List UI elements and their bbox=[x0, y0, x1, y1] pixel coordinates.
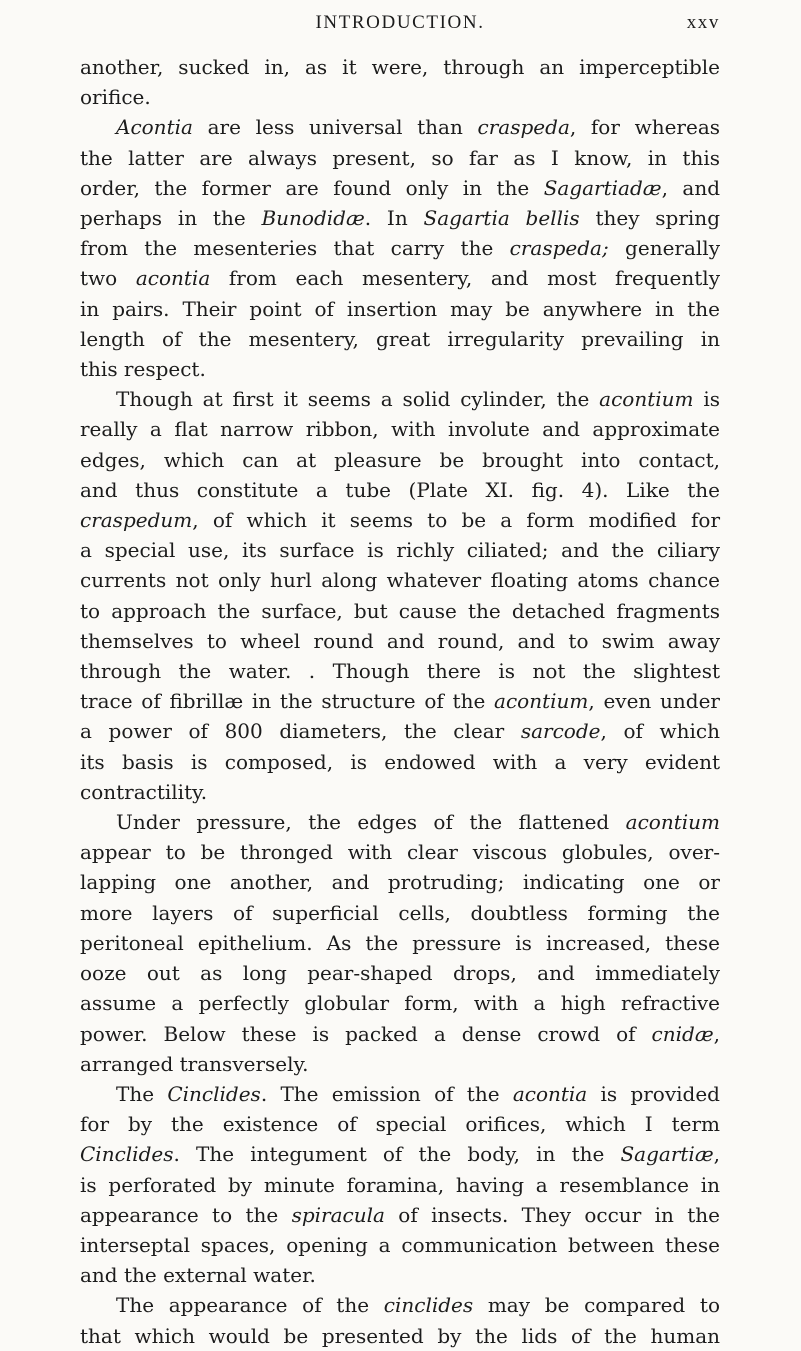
text-line bbox=[80, 837, 720, 867]
text-run: perhaps in the bbox=[80, 206, 262, 231]
text-run: edges, which can at pleasure be brought into contact, bbox=[80, 447, 720, 472]
text-run: more layers of superficial cells, doubtless forming the bbox=[80, 900, 720, 925]
italic-term: acontia bbox=[512, 1081, 588, 1106]
text-run: through the water. . Though there is not the slightest bbox=[80, 659, 720, 684]
text-line bbox=[80, 867, 720, 897]
text-run: , of which it seems to be a form modified for bbox=[192, 508, 720, 533]
text-line bbox=[80, 1139, 720, 1169]
text-line bbox=[80, 112, 720, 142]
text-line bbox=[80, 686, 720, 716]
text-run: and the external water. bbox=[80, 1263, 316, 1288]
text-run: length of the mesentery, great irregularity prevailing in bbox=[80, 326, 720, 351]
text-run: arranged transversely. bbox=[80, 1051, 309, 1076]
page-number: xxv bbox=[686, 12, 720, 33]
text-line bbox=[80, 988, 720, 1018]
italic-term: Sagartiadæ bbox=[543, 175, 662, 200]
italic-term: craspedum bbox=[80, 508, 193, 533]
text-line bbox=[80, 1260, 720, 1290]
text-line bbox=[80, 1049, 720, 1079]
text-line bbox=[80, 898, 720, 928]
text-run: peritoneal epithelium. As the pressure is increased, these bbox=[80, 930, 720, 955]
text-line bbox=[80, 143, 720, 173]
text-run: a special use, its surface is richly ciliated; and the ciliary bbox=[80, 538, 720, 563]
text-run: is perforated by minute foramina, having a resemblance in bbox=[80, 1172, 720, 1197]
text-run: this respect. bbox=[80, 357, 206, 382]
text-run: lapping one another, and protruding; indicating one or bbox=[80, 870, 720, 895]
text-run: a power of 800 diameters, the clear bbox=[80, 719, 521, 744]
italic-term: Sagartiæ bbox=[620, 1142, 714, 1167]
text-line bbox=[80, 475, 720, 505]
text-run: from each mesentery, and most frequently bbox=[210, 266, 720, 291]
text-line bbox=[80, 626, 720, 656]
text-run: and thus constitute a tube (Plate XI. fig. 4). Like the bbox=[80, 477, 720, 502]
text-line bbox=[80, 535, 720, 565]
text-line bbox=[80, 414, 720, 444]
text-run: generally bbox=[608, 236, 720, 261]
text-run: to approach the surface, but cause the detached fragments bbox=[80, 598, 720, 623]
text-run: orifice. bbox=[80, 85, 151, 110]
text-line bbox=[80, 505, 720, 535]
text-line bbox=[80, 203, 720, 233]
text-line bbox=[80, 1290, 720, 1320]
text-run: really a flat narrow ribbon, with involute and approximate bbox=[80, 417, 720, 442]
text-run: The appearance of the bbox=[116, 1293, 384, 1318]
text-line bbox=[80, 596, 720, 626]
text-line bbox=[80, 263, 720, 293]
italic-term: sarcode bbox=[520, 719, 601, 744]
text-line bbox=[80, 82, 720, 112]
text-line bbox=[80, 928, 720, 958]
text-line bbox=[80, 1230, 720, 1260]
text-line bbox=[80, 52, 720, 82]
italic-term: craspeda; bbox=[509, 236, 609, 261]
text-line bbox=[80, 1079, 720, 1109]
text-run: themselves to wheel round and round, and to swim away bbox=[80, 628, 720, 653]
text-line bbox=[80, 747, 720, 777]
text-run: two bbox=[80, 266, 136, 291]
text-run: currents not only hurl along whatever floating atoms chance bbox=[80, 568, 720, 593]
text-run: trace of fibrillæ in the structure of the bbox=[80, 689, 495, 714]
text-run: for by the existence of special orifices, which I term bbox=[80, 1112, 720, 1137]
text-run: power. Below these is packed a dense crowd of bbox=[80, 1021, 652, 1046]
text-run: is provided bbox=[587, 1081, 720, 1106]
text-run: are less universal than bbox=[192, 115, 478, 140]
text-run: the latter are always present, so far as I know, in this bbox=[80, 145, 720, 170]
text-run: of insects. They occur in the bbox=[384, 1202, 720, 1227]
italic-term: spiracula bbox=[291, 1202, 385, 1227]
text-run: ooze out as long pear-shaped drops, and immediately bbox=[80, 961, 720, 986]
text-run: another, sucked in, as it were, through an imperceptible bbox=[80, 55, 720, 79]
text-run: . In bbox=[364, 206, 424, 231]
text-line bbox=[80, 1170, 720, 1200]
italic-term: Cinclides bbox=[167, 1081, 261, 1106]
text-run: . The emission of the bbox=[260, 1081, 513, 1106]
text-line bbox=[80, 173, 720, 203]
text-run: , and bbox=[661, 175, 720, 200]
text-line bbox=[80, 1019, 720, 1049]
text-run: may be compared to bbox=[473, 1293, 720, 1318]
text-line bbox=[80, 294, 720, 324]
running-head-title: INTRODUCTION. bbox=[315, 12, 485, 33]
text-run: assume a perfectly globular form, with a high refractive bbox=[80, 991, 720, 1016]
text-line bbox=[80, 384, 720, 414]
text-run: The bbox=[116, 1081, 168, 1106]
text-run: Though at first it seems a solid cylinder, the bbox=[116, 387, 600, 412]
text-run: from the mesenteries that carry the bbox=[80, 236, 510, 261]
text-line bbox=[80, 445, 720, 475]
italic-term: acontium bbox=[494, 689, 589, 714]
text-run: , bbox=[713, 1021, 720, 1046]
italic-term: Sagartia bellis bbox=[423, 206, 580, 231]
italic-term: Cinclides bbox=[80, 1142, 174, 1167]
body-text bbox=[80, 52, 720, 1351]
text-line bbox=[80, 777, 720, 807]
text-run: . The integument of the body, in the bbox=[173, 1142, 621, 1167]
text-line bbox=[80, 324, 720, 354]
text-run: they spring bbox=[579, 206, 720, 231]
italic-term: Acontia bbox=[116, 115, 193, 140]
text-run: contractility. bbox=[80, 779, 208, 804]
text-run: , bbox=[713, 1142, 720, 1167]
italic-term: acontium bbox=[599, 387, 694, 412]
text-run: that which would be presented by the lids of the human bbox=[80, 1323, 720, 1348]
running-head bbox=[80, 6, 720, 40]
text-line bbox=[80, 1200, 720, 1230]
text-run: in pairs. Their point of insertion may be anywhere in the bbox=[80, 296, 720, 321]
italic-term: cinclides bbox=[383, 1293, 474, 1318]
text-line bbox=[80, 958, 720, 988]
italic-term: acontia bbox=[135, 266, 211, 291]
text-run: appear to be thronged with clear viscous globules, over- bbox=[80, 840, 720, 865]
text-line bbox=[80, 354, 720, 384]
text-line bbox=[80, 716, 720, 746]
text-line bbox=[80, 1109, 720, 1139]
text-line bbox=[80, 233, 720, 263]
text-line bbox=[80, 656, 720, 686]
text-line bbox=[80, 807, 720, 837]
text-run: Under pressure, the edges of the flattened bbox=[116, 810, 626, 835]
text-run: is bbox=[693, 387, 720, 412]
text-run: order, the former are found only in the bbox=[80, 175, 544, 200]
italic-term: cnidæ bbox=[651, 1021, 714, 1046]
italic-term: acontium bbox=[625, 810, 720, 835]
text-line bbox=[80, 565, 720, 595]
italic-term: craspeda bbox=[477, 115, 570, 140]
text-run: appearance to the bbox=[80, 1202, 292, 1227]
text-run: interseptal spaces, opening a communication between these bbox=[80, 1232, 720, 1257]
text-line bbox=[80, 1321, 720, 1351]
text-run: its basis is composed, is endowed with a very evident bbox=[80, 749, 720, 774]
italic-term: Bunodidæ bbox=[261, 206, 365, 231]
text-run: , for whereas bbox=[569, 115, 721, 140]
text-run: , even under bbox=[588, 689, 720, 714]
text-run: , of which bbox=[600, 719, 720, 744]
